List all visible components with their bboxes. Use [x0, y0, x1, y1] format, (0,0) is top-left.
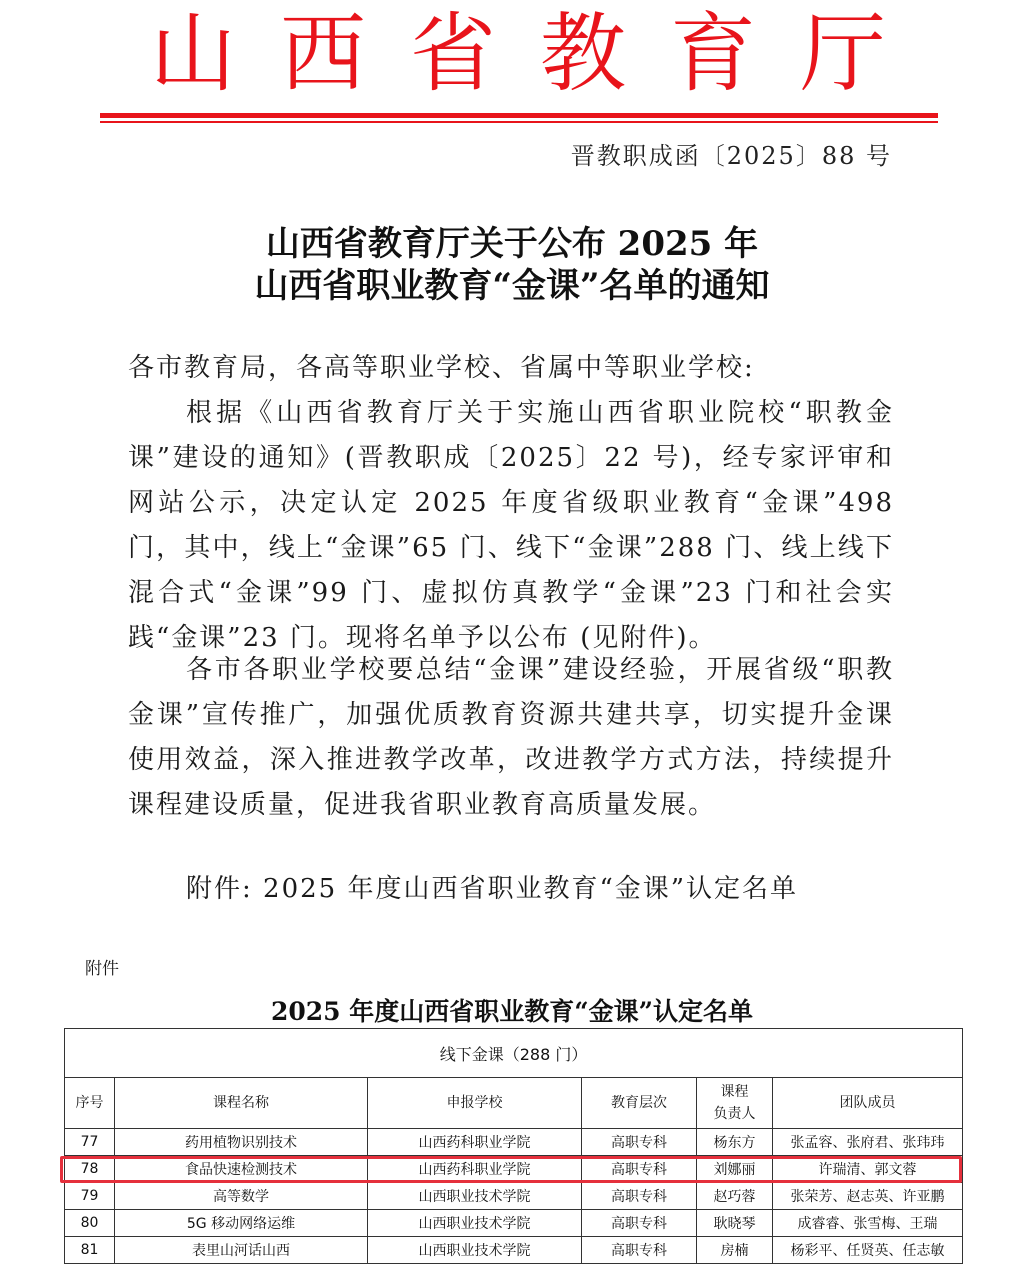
- cell-no: 80: [65, 1210, 115, 1237]
- document-title-line2: 山西省职业教育“金课”名单的通知: [254, 266, 770, 306]
- column-header-no: 序号: [65, 1078, 115, 1129]
- cell-level: 高职专科: [582, 1237, 697, 1264]
- cell-course: 表里山河话山西: [115, 1237, 368, 1264]
- cell-level: 高职专科: [582, 1183, 697, 1210]
- cell-level: 高职专科: [582, 1129, 697, 1156]
- cell-leader: 杨东方: [697, 1129, 773, 1156]
- table-row: [65, 1237, 963, 1264]
- cell-team: 张孟容、张府君、张玮玮: [773, 1129, 963, 1156]
- column-header-course: 课程名称: [115, 1078, 368, 1129]
- letterhead-title: [100, 4, 938, 104]
- cell-course: 药用植物识别技术: [115, 1129, 368, 1156]
- document-title-line1: 山西省教育厅关于公布 2025 年: [265, 224, 759, 264]
- cell-leader: 赵巧蓉: [697, 1183, 773, 1210]
- cell-course: 5G 移动网络运维: [115, 1210, 368, 1237]
- cell-school: 山西职业技术学院: [368, 1237, 582, 1264]
- table-caption-row: [65, 1029, 963, 1078]
- cell-level: 高职专科: [582, 1210, 697, 1237]
- cell-team: 成睿睿、张雪梅、王瑞: [773, 1210, 963, 1237]
- cell-level: 高职专科: [582, 1156, 697, 1183]
- document-number: 晋教职成函〔2025〕88 号: [570, 142, 892, 170]
- table-row: [65, 1129, 963, 1156]
- table-header-row: [65, 1078, 963, 1129]
- letterhead-char: 教: [540, 4, 626, 104]
- letterhead-char: 省: [410, 4, 496, 104]
- body-paragraph-1: 根据《山西省教育厅关于实施山西省职业院校“职教金课”建设的通知》(晋教职成〔2025〕22 号)，经专家评审和网站公示，决定认定 2025 年度省级职业教育“金课”498 门，其中，线上“金课”65 门、线下“金课”288 门、线上线下混合式“金课”99 门、虚拟仿真教学“金课”23 门和社会实践“金课”23 门。现将名单予以公布 (见附件)。: [128, 398, 894, 653]
- cell-course: 食品快速检测技术: [115, 1156, 368, 1183]
- cell-school: 山西职业技术学院: [368, 1183, 582, 1210]
- cell-team: 张荣芳、赵志英、许亚鹏: [773, 1183, 963, 1210]
- table-caption: 线下金课（288 门）: [65, 1029, 963, 1078]
- cell-leader: 耿晓琴: [697, 1210, 773, 1237]
- column-header-school: 申报学校: [368, 1078, 582, 1129]
- table-row: [65, 1210, 963, 1237]
- table-row-highlighted: [65, 1156, 963, 1183]
- letterhead-char: 山: [150, 4, 236, 104]
- cell-no: 81: [65, 1237, 115, 1264]
- attachment-note: 附件: 2025 年度山西省职业教育“金课”认定名单: [186, 874, 799, 904]
- column-header-level: 教育层次: [582, 1078, 697, 1129]
- cell-team: 许瑞清、郭文蓉: [773, 1156, 963, 1183]
- leader-header-line1: 课程: [720, 1084, 749, 1100]
- cell-no: 79: [65, 1183, 115, 1210]
- table-row: [65, 1183, 963, 1210]
- cell-school: 山西药科职业学院: [368, 1129, 582, 1156]
- letterhead-rule-thick: [100, 113, 938, 118]
- cell-course: 高等数学: [115, 1183, 368, 1210]
- leader-header-line2: 负责人: [713, 1106, 756, 1122]
- column-header-team: 团队成员: [773, 1078, 963, 1129]
- salutation: 各市教育局，各高等职业学校、省属中等职业学校:: [128, 353, 755, 383]
- attachment-label: 附件: [85, 959, 119, 979]
- golden-course-table: [64, 1028, 963, 1264]
- letterhead-rule-thin: [100, 121, 938, 123]
- cell-team: 杨彩平、任贤英、任志敏: [773, 1237, 963, 1264]
- cell-leader: 刘娜丽: [697, 1156, 773, 1183]
- attachment-title: 2025 年度山西省职业教育“金课”认定名单: [270, 997, 754, 1026]
- cell-school: 山西药科职业学院: [368, 1156, 582, 1183]
- letterhead-char: 育: [670, 4, 756, 104]
- letterhead-char: 西: [280, 4, 366, 104]
- letterhead-char: 厅: [800, 4, 886, 104]
- column-header-leader: [697, 1078, 773, 1129]
- cell-no: 77: [65, 1129, 115, 1156]
- cell-leader: 房楠: [697, 1237, 773, 1264]
- cell-no: 78: [65, 1156, 115, 1183]
- cell-school: 山西职业技术学院: [368, 1210, 582, 1237]
- body-paragraph-2: 各市各职业学校要总结“金课”建设经验，开展省级“职教金课”宣传推广，加强优质教育资源共建共享，切实提升金课使用效益，深入推进教学改革，改进教学方式方法，持续提升课程建设质量，促进我省职业教育高质量发展。: [128, 655, 894, 820]
